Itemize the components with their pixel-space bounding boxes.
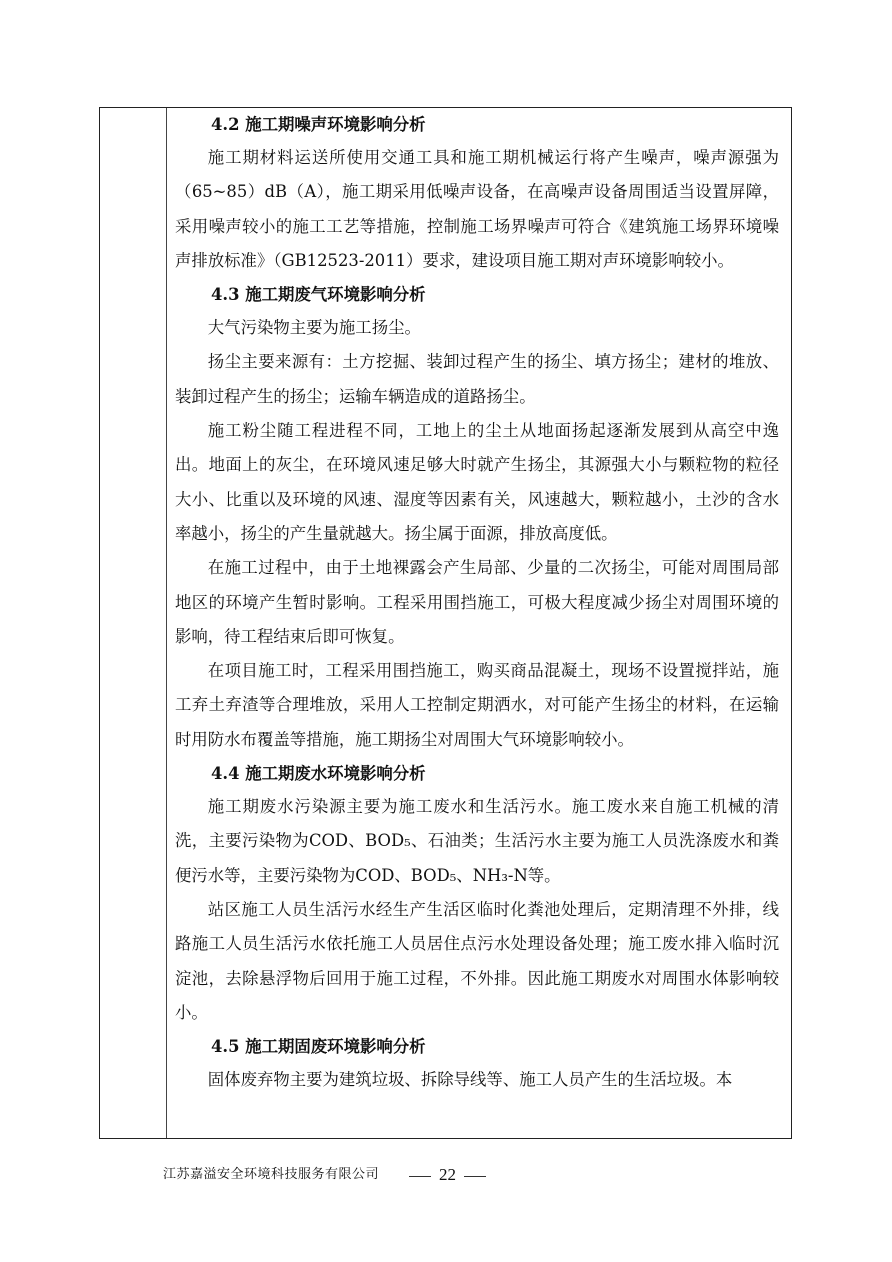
section-heading: 4.5 施工期固废环境影响分析 — [211, 1037, 426, 1057]
paragraph: 在项目施工时，工程采用围挡施工，购买商品混凝土，现场不设置搅拌站，施工弃土弃渣等合理堆放，采用人工控制定期洒水，对可能产生扬尘的材料，在运输时用防水布覆盖等措施，施工期扬尘对周围大气环境影响较小。 — [175, 661, 779, 749]
dash-left — [409, 1176, 431, 1177]
document-body — [175, 108, 779, 1097]
paragraph: 施工期材料运送所使用交通工具和施工期机械运行将产生噪声，噪声源强为（65~85）dB（A），施工期采用低噪声设备，在高噪声设备周围适当设置屏障，采用噪声较小的施工工艺等措施，控制施工场界噪声可符合《建筑施工场界环境噪声排放标准》（GB12523-2011）要求，建设项目施工期对声环境影响较小。 — [175, 148, 779, 270]
content-table-frame — [99, 107, 792, 1139]
paragraph: 施工期废水污染源主要为施工废水和生活污水。施工废水来自施工机械的清洗，主要污染物为COD、BOD₅、石油类；生活污水主要为施工人员洗涤废水和粪便污水等，主要污染物为COD、BOD₅、NH₃-N等。 — [175, 797, 779, 885]
dash-right — [464, 1176, 486, 1177]
paragraph: 大气污染物主要为施工扬尘。 — [207, 318, 421, 338]
table-label-column — [100, 108, 167, 1138]
paragraph: 在施工过程中，由于土地裸露会产生局部、少量的二次扬尘，可能对周围局部地区的环境产生暂时影响。工程采用围挡施工，可极大程度减少扬尘对周围环境的影响，待工程结束后即可恢复。 — [175, 558, 779, 646]
page-number-block — [400, 1165, 495, 1185]
paragraph: 站区施工人员生活污水经生产生活区临时化粪池处理后，定期清理不外排，线路施工人员生活污水依托施工人员居住点污水处理设备处理；施工废水排入临时沉淀池，去除悬浮物后回用于施工过程，不外排。因此施工期废水对周围水体影响较小。 — [175, 899, 779, 1022]
paragraph: 施工粉尘随工程进程不同，工地上的尘土从地面扬起逐渐发展到从高空中逸出。地面上的灰尘，在环境风速足够大时就产生扬尘，其源强大小与颗粒物的粒径大小、比重以及环境的风速、湿度等因素有关，风速越大，颗粒越小，土沙的含水率越小，扬尘的产生量就越大。扬尘属于面源，排放高度低。 — [175, 421, 779, 543]
section-heading: 4.2 施工期噪声环境影响分析 — [211, 115, 426, 134]
footer-company-name: 江苏嘉溢安全环境科技服务有限公司 — [163, 1167, 380, 1182]
page-number: 22 — [439, 1165, 456, 1184]
section-heading: 4.3 施工期废气环境影响分析 — [211, 285, 426, 305]
section-heading: 4.4 施工期废水环境影响分析 — [211, 764, 426, 784]
paragraph: 扬尘主要来源有：土方挖掘、装卸过程产生的扬尘、填方扬尘；建材的堆放、装卸过程产生的扬尘；运输车辆造成的道路扬尘。 — [175, 352, 779, 406]
paragraph: 固体废弃物主要为建筑垃圾、拆除导线等、施工人员产生的生活垃圾。本 — [207, 1070, 733, 1090]
